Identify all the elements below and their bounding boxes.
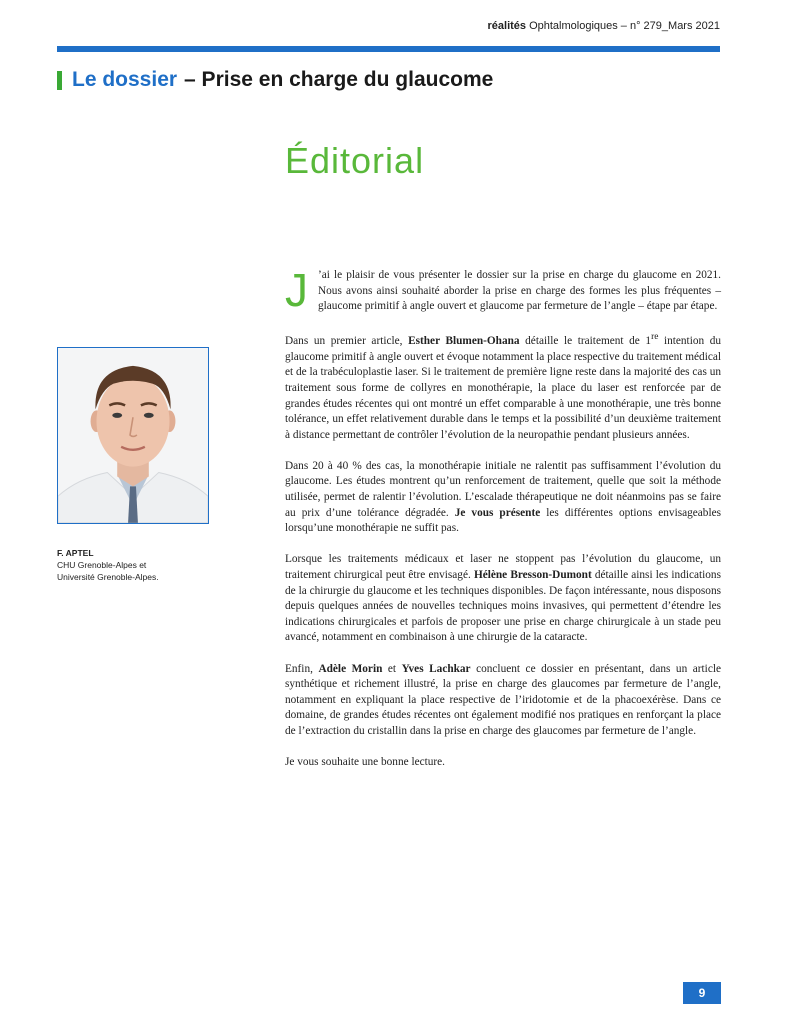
text-segment: Dans un premier article, (285, 335, 409, 348)
section-topic: – Prise en charge du glaucome (184, 68, 494, 91)
paragraph-intro (285, 264, 721, 316)
author-mention: Adèle Morin (318, 662, 383, 675)
article-body (285, 264, 722, 786)
bold-phrase: Je vous présente (454, 506, 541, 519)
author-mention: Yves Lachkar (401, 662, 471, 675)
author-mention: Hélène Bresson-Dumont (473, 569, 592, 582)
text-segment: Dans 20 à 40 % des cas, la monothérapie initiale ne ralentit pas suffisamment l’évolution du glaucome. Les études montrent qu’un renforcement de traitement, quelle que soit la méthode utilisée, permet de ralentir l’évolution. L’escalade thérapeutique ne doit néanmoins pas se faire au prix d’une tolérance dégradée. (285, 459, 721, 519)
text-segment: concluent ce dossier en présentant, dans un article synthétique et richement illustré, la prise en charge des glaucomes par fermeture de l’angle, notamment en expliquant la place respective de l’iridotomie et de la phacoexérèse. Dans ce domaine, de grandes études récentes ont également modifié nos pratiques en renforçant la place de l’extraction du cristallin dans la prise en charge des glaucomes par fermeture de l’angle. (285, 662, 721, 737)
author-affiliation-1: CHU Grenoble-Alpes et (57, 560, 147, 570)
journal-brand: réalités (487, 20, 527, 32)
text-segment: Enfin, (285, 662, 319, 675)
paragraph-surgery (285, 552, 721, 646)
issue-info: Ophtalmologiques – n° 279_Mars 2021 (526, 20, 720, 32)
paragraph-escalation (285, 459, 721, 537)
paragraph-closing: Je vous souhaite une bonne lecture. (285, 756, 445, 769)
author-block (57, 547, 159, 583)
paragraph-first-article (285, 330, 721, 443)
header-rule (57, 46, 720, 52)
text-segment: détaille le traitement de 1 (519, 335, 652, 348)
section-heading (57, 68, 493, 92)
superscript: re (651, 332, 659, 343)
paragraph-angle-closure (285, 662, 721, 740)
author-mention: Esther Blumen-Ohana (408, 335, 520, 348)
page-title: Éditorial (285, 140, 425, 181)
paragraph-intro-text: ’ai le plaisir de vous présenter le dossier sur la prise en charge du glaucome en 2021. Nous avons ainsi souhaité aborder la prise en charge des formes les plus fréquentes – glaucome primitif à angle ouvert et glaucome par fermeture de l’angle – étape par étape. (318, 269, 721, 313)
author-affiliation-2: Université Grenoble-Alpes. (57, 572, 159, 582)
drop-cap: J (285, 264, 308, 316)
text-segment: les différentes options envisageables lorsqu’une monothérapie ne suffit pas. (285, 506, 721, 535)
running-head (488, 20, 721, 32)
page-number: 9 (683, 982, 721, 1004)
text-segment: et (382, 662, 402, 675)
author-photo (57, 347, 209, 524)
text-segment: Lorsque les traitements médicaux et laser ne stoppent pas l’évolution du glaucome, un traitement chirurgical peut être envisagé. (285, 553, 721, 582)
author-portrait-image (58, 348, 208, 523)
section-marker (57, 71, 62, 90)
text-segment: intention du glaucome primitif à angle ouvert et évoque notamment la place respective du traitement médical et de la trabéculoplastie laser. Si le traitement de première ligne reste dans la majorité des cas un traitement sous forme de collyres en monothérapie, la place du laser est renforcée par de grandes études récentes qui ont montré un effet comparable à une monothérapie, une très bonne tolérance, un effet relativement durable dans le temps et la possibilité d’un deuxième traitement à distance permettant de contrôler l’évolution de la neuropathie pendant plusieurs années. (285, 335, 722, 441)
text-segment: détaille ainsi les indications de la chirurgie du glaucome et les techniques disponibles. De façon intéressante, nous disposons depuis quelques années de nouvelles techniques moins invasives, qui permettent d’étendre les indications chirurgicales et parfois de proposer une prise en charge chirurgicale à un stade peu avancé, notamment en combinaison à une chirurgie de la cataracte. (285, 569, 721, 644)
section-label: Le dossier (72, 68, 178, 91)
author-name: F. APTEL (57, 548, 94, 558)
